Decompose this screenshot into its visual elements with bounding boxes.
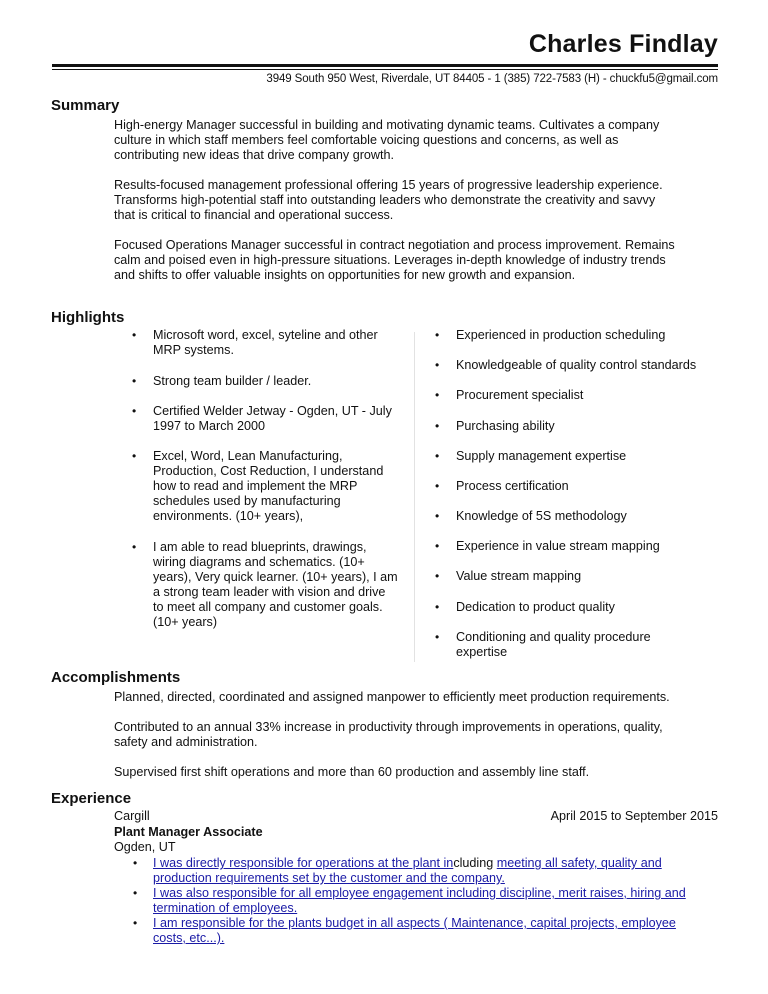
list-item: • Experience in value stream mapping	[435, 539, 660, 553]
list-item: • Conditioning and quality procedure expertise	[435, 630, 651, 659]
link-text[interactable]: I was also responsible for all employee engagement including discipline, merit raises, hiring and	[153, 886, 686, 900]
candidate-name: Charles Findlay	[528, 30, 718, 58]
list-item: • Experienced in production scheduling	[435, 328, 666, 342]
link-text[interactable]: meeting all safety, quality and	[496, 856, 662, 870]
list-item: • I am able to read blueprints, drawings, wiring diagrams and schematics. (10+ years), Very quick learner. (10+ years), I am a strong team leader with vision and drive to meet all company and customer goals. (10+ years)	[132, 540, 398, 629]
list-item: • Dedication to product quality	[435, 600, 615, 614]
bullet-glyph: •	[133, 856, 138, 870]
employment-dates: April 2015 to September 2015	[550, 809, 718, 823]
list-item: • Strong team builder / leader.	[132, 374, 312, 388]
bullet-glyph: •	[133, 886, 138, 900]
list-item: • Knowledge of 5S methodology	[435, 509, 627, 523]
experience-bullet-2[interactable]	[133, 886, 686, 916]
link-text[interactable]: I was directly responsible for operations at the plant in	[153, 856, 454, 870]
list-item: • Process certification	[435, 479, 569, 493]
list-item: • Procurement specialist	[435, 388, 584, 402]
summary-paragraph-2: Results-focused management professional offering 15 years of progressive leadership experience. Transforms high-potential staff into outstanding leaders who demonstrate the creativity and savvy that is critical to financial and operational success.	[114, 178, 663, 222]
company-name: Cargill	[114, 809, 150, 823]
header-rule-thick	[52, 64, 718, 67]
summary-heading: Summary	[51, 97, 120, 114]
link-text[interactable]: termination of employees.	[153, 901, 298, 915]
summary-paragraph-1: High-energy Manager successful in building and motivating dynamic teams. Cultivates a company culture in which staff members feel comfortable voicing questions and concerns, as well as contributing new ideas that drive company growth.	[114, 118, 660, 162]
list-item: • Excel, Word, Lean Manufacturing, Production, Cost Reduction, I understand how to read and implement the MRP schedules used by manufacturing environments. (10+ years),	[132, 449, 384, 523]
list-item: • Supply management expertise	[435, 449, 627, 463]
accomplishment-item-1: Planned, directed, coordinated and assigned manpower to efficiently meet production requirements.	[114, 690, 670, 704]
experience-bullet-1[interactable]: • I was directly responsible for operations at the plant including meeting all safety, quality and production requirements set by the customer and the company.	[133, 856, 662, 885]
accomplishment-item-3: Supervised first shift operations and more than 60 production and assembly line staff.	[114, 765, 590, 779]
link-text[interactable]: costs, etc...).	[153, 931, 225, 945]
highlights-column-divider	[414, 332, 415, 662]
list-item: • Purchasing ability	[435, 419, 555, 433]
contact-info: 3949 South 950 West, Riverdale, UT 84405 - 1 (385) 722-7583 (H) - chuckfu5@gmail.com	[266, 73, 718, 85]
job-title: Plant Manager Associate	[114, 825, 263, 839]
list-item: • Microsoft word, excel, syteline and other MRP systems.	[132, 328, 378, 357]
list-item: • Knowledgeable of quality control standards	[435, 358, 697, 372]
summary-paragraph-3: Focused Operations Manager successful in contract negotiation and process improvement. Remains calm and poised even in high-pressure situations. Leverages in-depth knowledge of industry trends and shifts to offer valuable insights on opportunities for new growth and expansion.	[114, 238, 675, 282]
job-location: Ogden, UT	[114, 840, 176, 854]
link-text[interactable]: production requirements set by the customer and the company.	[153, 871, 505, 885]
bullet-glyph: •	[133, 916, 138, 930]
list-item: • Certified Welder Jetway - Ogden, UT - July 1997 to March 2000	[132, 404, 392, 433]
experience-heading: Experience	[51, 790, 132, 807]
header-rule-thin	[52, 69, 718, 70]
list-item: • Value stream mapping	[435, 569, 582, 583]
accomplishment-item-2: Contributed to an annual 33% increase in productivity through improvements in operations, quality, safety and administration.	[114, 720, 663, 749]
highlights-heading: Highlights	[51, 309, 125, 326]
experience-bullet-3[interactable]	[133, 916, 676, 946]
accomplishments-heading: Accomplishments	[51, 669, 181, 686]
link-text[interactable]: I am responsible for the plants budget in all aspects ( Maintenance, capital projects, employee	[153, 916, 676, 930]
